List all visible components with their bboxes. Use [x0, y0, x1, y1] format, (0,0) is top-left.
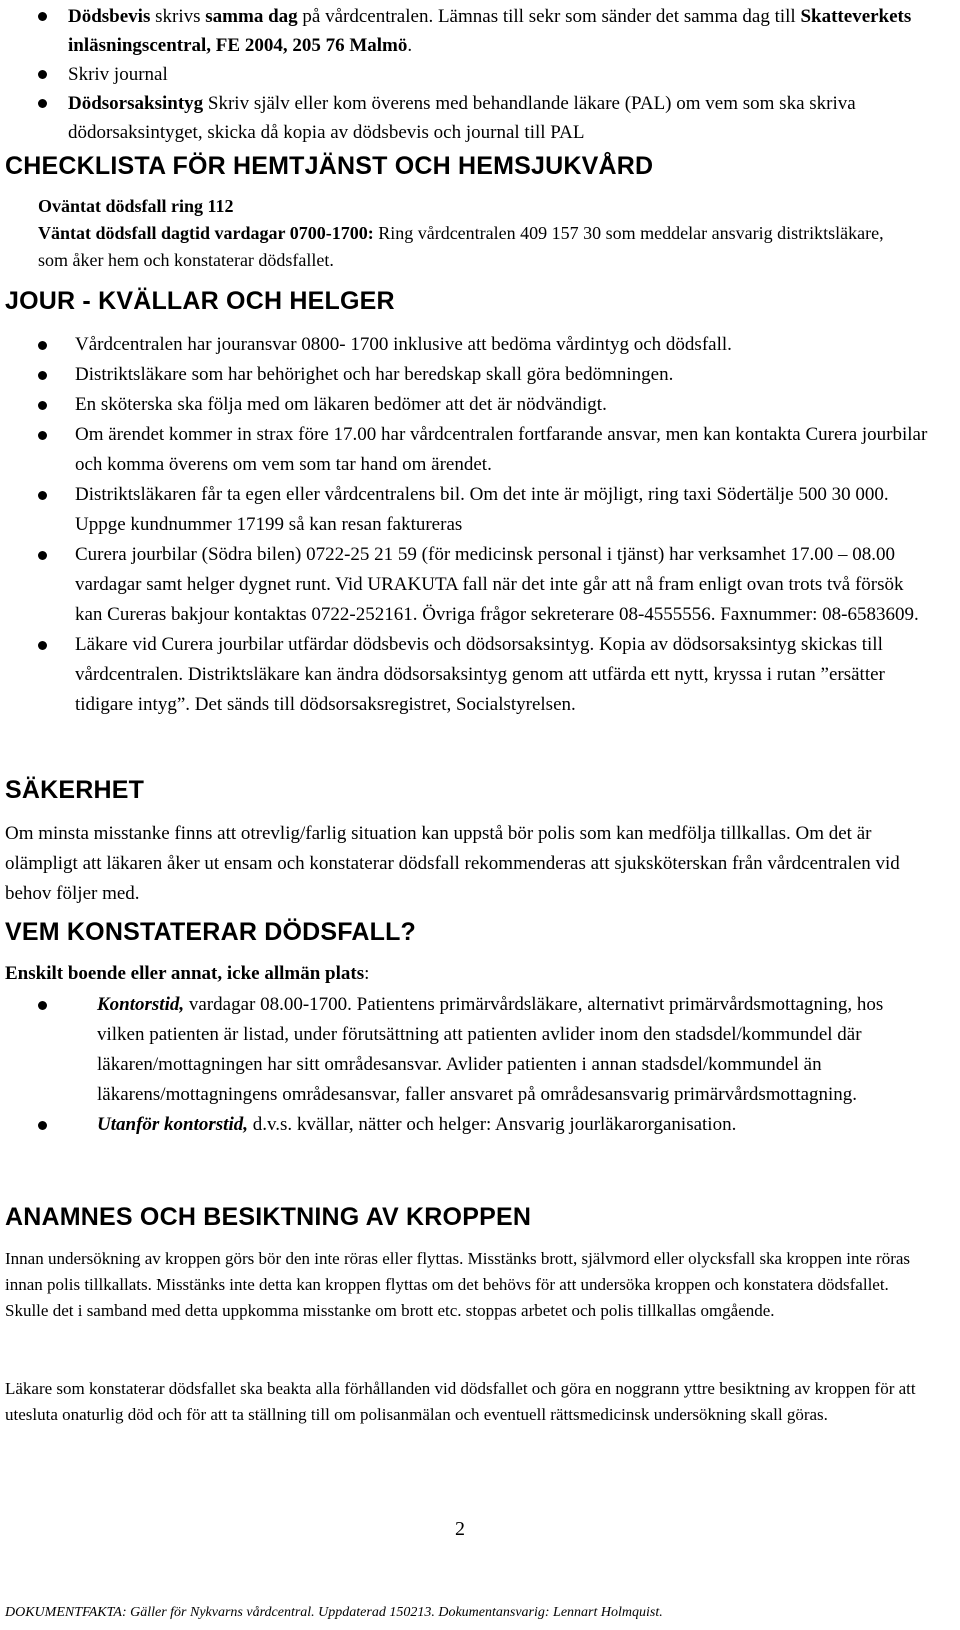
- jour-bullet-text: Om ärendet kommer in strax före 17.00 har vårdcentralen fortfarande ansvar, men kan kontakta Curera jourbilar och komma överens om vem som tar hand om ärendet.: [75, 424, 928, 475]
- jour-heading: JOUR - KVÄLLAR OCH HELGER: [5, 287, 395, 315]
- security-text: Om minsta misstanke finns att otrevlig/farlig situation kan uppstå bör polis som kan medfölja tillkallas. Om det är olämpligt att läkaren åker ut ensam och konstaterar dödsfall rekommenderas att sjuksköterskan från vårdcentralen vid behov följer med.: [5, 823, 900, 904]
- expected-death-text: Ring vårdcentralen 409 157 30 som meddelar ansvarig distriktsläkare, som åker hem och konstaterar dödsfallet.: [38, 223, 884, 270]
- checklist-text: [38, 193, 918, 274]
- jour-bullet-text: Distriktsläkare som har behörighet och har beredskap skall göra bedömningen.: [75, 364, 674, 385]
- who-subheading-bold: Enskilt boende eller annat, icke allmän plats: [5, 963, 365, 984]
- jour-bullet-item: [75, 540, 930, 630]
- top-bullet-text-run: Dödsbevis: [68, 6, 151, 27]
- unexpected-death-line: Oväntat dödsfall ring 112: [38, 196, 234, 216]
- jour-bullet-item: [75, 360, 930, 390]
- jour-bullet-item: [75, 630, 930, 720]
- bullet-dot: [38, 1001, 47, 1010]
- jour-bullet-item: [75, 480, 930, 540]
- jour-bullet-item: [75, 330, 930, 360]
- expected-death-label: Väntat dödsfall dagtid vardagar 0700-1700:: [38, 223, 374, 243]
- top-bullet-item: [68, 2, 948, 60]
- bullet-dot: [38, 1121, 47, 1130]
- top-bullet-text-run: Dödsorsaksintyg: [68, 93, 204, 114]
- jour-bullet-item: [75, 420, 930, 480]
- security-heading: SÄKERHET: [5, 776, 145, 804]
- jour-bullet-text: Curera jourbilar (Södra bilen) 0722-25 21 59 (för medicinsk personal i tjänst) har verksamhet 17.00 – 08.00 vardagar samt helger dygnet runt. Vid URAKUTA fall när det inte går att nå fram enligt ovan trots två försök kan Cureras bakjour kontaktas 0722-252161. Övriga frågor sekreterare 08-4555556. Faxnummer: 08-6583609.: [75, 544, 919, 625]
- top-bullet-text-run: på vårdcentralen. Lämnas till sekr som sänder det samma dag till: [297, 6, 801, 27]
- bullet-dot: [38, 551, 47, 560]
- anamnes-heading: ANAMNES OCH BESIKTNING AV KROPPEN: [5, 1203, 532, 1231]
- who-heading: VEM KONSTATERAR DÖDSFALL?: [5, 918, 417, 946]
- top-bullet-text-run: skrivs: [150, 6, 206, 27]
- who-bullet-lead: Kontorstid,: [97, 994, 185, 1015]
- top-bullet-text-run: .: [407, 35, 413, 56]
- top-bullet-text-run: Skriv själv eller kom överens med behandlande läkare (PAL) om vem som ska skriva dödorsaksintyget, skicka då kopia av dödsbevis och journal till PAL: [68, 93, 856, 143]
- who-bullet-item: [97, 990, 932, 1110]
- page-number: 2: [455, 1518, 465, 1540]
- who-bullet-item: [97, 1110, 932, 1140]
- document-facts: DOKUMENTFAKTA: Gäller för Nykvarns vårdcentral. Uppdaterad 150213. Dokumentansvarig: Lennart Holmquist.: [5, 1605, 663, 1620]
- jour-bullet-item: [75, 390, 930, 420]
- who-bullet-text: vardagar 08.00-1700. Patientens primärvårdsläkare, alternativt primärvårdsmottagning, hos vilken patienten är listad, under förutsättning att patienten avlider inom den stadsdel/kommundel där läkaren/mottagningen har sitt områdesansvar. Avlider patienten i annan stadsdel/kommundel än läkarens/mottagningens områdesansvar, faller ansvaret på områdesansvarig primärvårdsmottagning.: [97, 994, 884, 1105]
- top-bullet-item: [68, 60, 948, 89]
- bullet-dot: [38, 401, 47, 410]
- bullet-dot: [38, 431, 47, 440]
- who-bullet-text: d.v.s. kvällar, nätter och helger: Ansvarig jourläkarorganisation.: [247, 1114, 737, 1135]
- who-subheading-colon: :: [364, 963, 370, 984]
- jour-bullet-list: [75, 330, 930, 720]
- jour-bullet-text: Läkare vid Curera jourbilar utfärdar dödsbevis och dödsorsaksintyg. Kopia av dödsorsaksintyg skickas till vårdcentralen. Distriktsläkare kan ändra dödsorsaksintyg genom att utfärda ett nytt, kryssa i rutan ”ersätter tidigare intyg”. Det sänds till dödsorsaksregistret, Socialstyrelsen.: [75, 634, 885, 715]
- top-bullet-text-run: Skatteverkets inläsningscentral, FE 2004, 205 76 Malmö: [68, 6, 912, 56]
- jour-bullet-text: Vårdcentralen har jouransvar 0800- 1700 inklusive att bedöma vårdintyg och dödsfall.: [75, 334, 732, 355]
- anamnes-paragraph-2: Läkare som konstaterar dödsfallet ska beakta alla förhållanden vid dödsfallet och göra en noggrann yttre besiktning av kroppen för att utesluta onaturlig död och för att ta ställning till om polisanmälan och eventuell rättsmedicinsk undersökning skall göras.: [5, 1379, 916, 1424]
- jour-bullet-text: Distriktsläkaren får ta egen eller vårdcentralens bil. Om det inte är möjligt, ring taxi Södertälje 500 30 000. Uppge kundnummer 17199 så kan resan faktureras: [75, 484, 889, 535]
- jour-bullet-text: En sköterska ska följa med om läkaren bedömer att det är nödvändigt.: [75, 394, 607, 415]
- who-subheading: [5, 959, 369, 989]
- checklist-heading: CHECKLISTA FÖR HEMTJÄNST OCH HEMSJUKVÅRD: [5, 152, 654, 180]
- top-bullet-list: [68, 2, 948, 147]
- who-bullet-list: [97, 990, 932, 1140]
- top-bullet-text-run: Skriv journal: [68, 64, 168, 85]
- bullet-dot: [38, 371, 47, 380]
- who-bullet-lead: Utanför kontorstid,: [97, 1114, 248, 1135]
- bullet-dot: [38, 341, 47, 350]
- anamnes-paragraph-1: Innan undersökning av kroppen görs bör den inte röras eller flyttas. Misstänks brott, självmord eller olycksfall ska kroppen inte röras innan polis tillkallats. Misstänks inte detta kan kroppen flyttas om det behövs för att undersöka kroppen och konstatera dödsfallet. Skulle det i samband med detta uppkomma misstanke om brott etc. stoppas arbetet och polis tillkallas omgående.: [5, 1249, 911, 1320]
- top-bullet-item: [68, 89, 948, 147]
- bullet-dot: [38, 641, 47, 650]
- bullet-dot: [38, 491, 47, 500]
- top-bullet-text-run: samma dag: [205, 6, 298, 27]
